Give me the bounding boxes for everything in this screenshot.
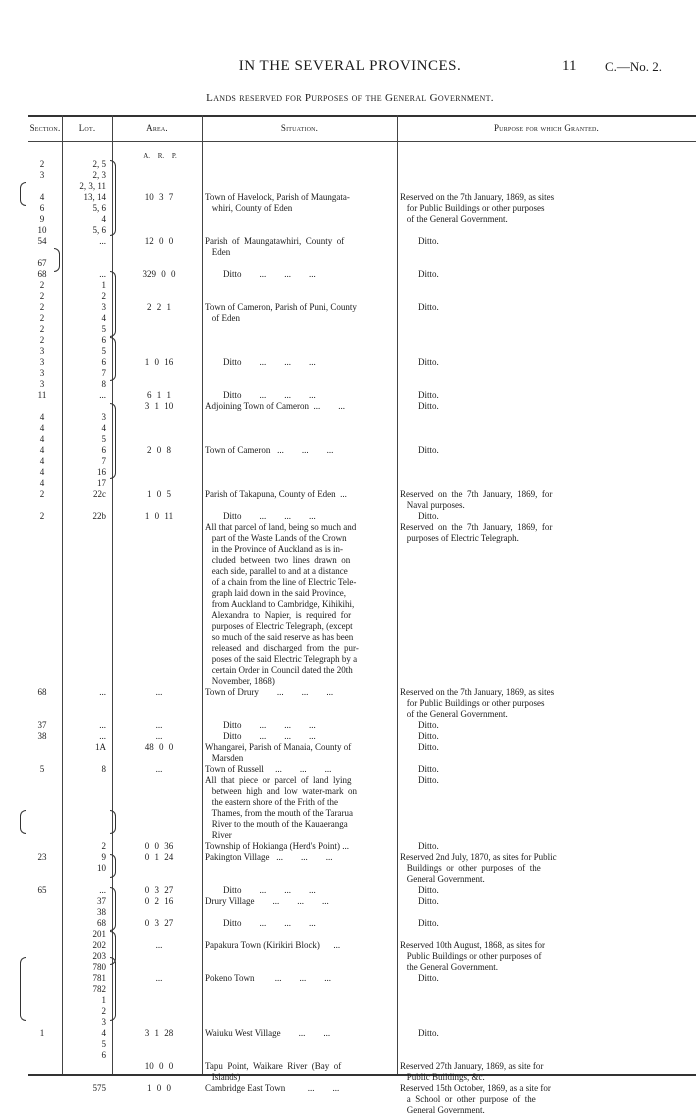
row-11-section: 2 <box>39 280 45 290</box>
row-77-lot: 2 <box>101 1006 106 1016</box>
row-6-lot: 5, 6 <box>92 225 106 235</box>
row-51-section: 37 <box>37 720 47 730</box>
row-32-purpose: Ditto. <box>400 511 439 521</box>
row-79-situation: Waiuku West Village ... ... <box>205 1028 331 1038</box>
row-39-situation: graph laid down in the said Province, <box>205 588 346 598</box>
row-67-area: 0 2 16 <box>144 896 174 906</box>
row-6-section: 10 <box>37 225 47 235</box>
row-10-lot: ... <box>99 269 106 279</box>
row-32-situation: Ditto ... ... ... <box>205 511 316 521</box>
row-74-situation: Pokeno Town ... ... ... <box>205 973 331 983</box>
row-4-lot: 5, 6 <box>92 203 106 213</box>
row-62-lot: 2 <box>101 841 106 851</box>
row-1-lot: 2, 3 <box>92 170 106 180</box>
row-13-section: 2 <box>39 302 45 312</box>
row-25-lot: 5 <box>101 434 106 444</box>
brace-lots-9-10 <box>110 810 116 834</box>
row-60-situation: River to the mouth of the Kauaeranga <box>205 819 348 829</box>
column-header-section: Section. <box>29 123 61 133</box>
row-84-situation: Cambridge East Town ... ... <box>205 1083 340 1093</box>
row-5-purpose: of the General Government. <box>400 214 508 224</box>
row-30-lot: 22c <box>93 489 106 499</box>
row-63-area: 0 1 24 <box>144 852 174 862</box>
row-85-purpose: a School or other purpose of the <box>400 1094 536 1104</box>
brace-waiuku <box>110 957 116 1021</box>
row-69-purpose: Ditto. <box>400 918 439 928</box>
row-66-section: 65 <box>37 885 47 895</box>
row-14-section: 2 <box>39 313 45 323</box>
row-62-area: 0 0 36 <box>144 841 174 851</box>
row-52-purpose: Ditto. <box>400 731 439 741</box>
row-5-section: 9 <box>39 214 45 224</box>
row-32-area: 1 0 11 <box>144 511 174 521</box>
row-72-lot: 203 <box>92 951 106 961</box>
row-7-lot: ... <box>99 236 106 246</box>
row-73-purpose: the General Government. <box>400 962 498 972</box>
row-82-purpose: Reserved 27th January, 1869, as site for <box>400 1061 544 1071</box>
brace-cameron-3 <box>110 403 116 479</box>
row-71-area: ... <box>155 940 163 950</box>
row-30-purpose: Reserved on the 7th January, 1869, for <box>400 489 553 499</box>
row-66-purpose: Ditto. <box>400 885 439 895</box>
header-bottom-rule <box>28 141 696 142</box>
row-21-section: 11 <box>37 390 47 400</box>
row-62-purpose: Ditto. <box>400 841 439 851</box>
row-3-purpose: Reserved on the 7th January, 1869, as sites <box>400 192 555 202</box>
row-79-purpose: Ditto. <box>400 1028 439 1038</box>
row-30-situation: Parish of Takapuna, County of Eden ... <box>205 489 347 499</box>
row-71-lot: 202 <box>92 940 106 950</box>
row-69-area: 0 3 27 <box>144 918 174 928</box>
row-29-section: 4 <box>39 478 45 488</box>
row-62-situation: Township of Hokianga (Herd's Point) ... <box>205 841 349 851</box>
row-22-purpose: Ditto. <box>400 401 439 411</box>
row-34-purpose: purposes of Electric Telegraph. <box>400 533 519 543</box>
row-10-situation: Ditto ... ... ... <box>205 269 316 279</box>
row-64-lot: 10 <box>97 863 106 873</box>
row-53-situation: Whangarei, Parish of Manaia, County of <box>205 742 352 752</box>
row-68-lot: 38 <box>97 907 106 917</box>
column-divider-1 <box>62 115 63 1074</box>
row-12-lot: 2 <box>101 291 106 301</box>
row-10-section: 68 <box>37 269 47 279</box>
row-19-section: 3 <box>39 368 45 378</box>
row-58-situation: the eastern shore of the Frith of the <box>205 797 338 807</box>
row-14-situation: of Eden <box>205 313 240 323</box>
brace-cameron-1 <box>110 271 116 337</box>
row-3-lot: 13, 14 <box>83 192 106 202</box>
row-23-section: 4 <box>39 412 45 422</box>
row-63-purpose: Reserved 2nd July, 1870, as sites for Public <box>400 852 557 862</box>
row-26-section: 4 <box>39 445 45 455</box>
row-61-situation: River <box>205 830 232 840</box>
row-23-lot: 3 <box>101 412 106 422</box>
row-20-section: 3 <box>39 379 45 389</box>
table-top-rule <box>28 115 696 117</box>
row-48-area: ... <box>155 687 163 697</box>
row-7-purpose: Ditto. <box>400 236 439 246</box>
row-78-lot: 3 <box>101 1017 106 1027</box>
row-5-lot: 4 <box>101 214 106 224</box>
row-43-situation: so much of the said reserve as has been <box>205 632 354 642</box>
row-9-section: 67 <box>37 258 47 268</box>
row-26-situation: Town of Cameron ... ... ... <box>205 445 334 455</box>
row-64-purpose: Buildings or other purposes of the <box>400 863 541 873</box>
row-7-area: 12 0 0 <box>144 236 174 246</box>
row-40-situation: from Auckland to Cambridge, Kihikihi, <box>205 599 355 609</box>
page-header <box>0 58 700 82</box>
brace-section-67-68 <box>54 248 60 272</box>
area-units: A. R. P. <box>143 152 177 160</box>
page-number: 11 <box>562 58 577 74</box>
row-74-area: ... <box>155 973 163 983</box>
row-55-situation: Town of Russell ... ... ... <box>205 764 332 774</box>
row-53-purpose: Ditto. <box>400 742 439 752</box>
row-53-area: 48 0 0 <box>144 742 174 752</box>
column-header-area: Area. <box>146 123 168 133</box>
row-59-situation: Thames, from the mouth of the Tararua <box>205 808 353 818</box>
row-49-purpose: for Public Buildings or other purposes <box>400 698 545 708</box>
row-52-lot: ... <box>99 731 106 741</box>
row-3-section: 4 <box>39 192 45 202</box>
row-32-section: 2 <box>39 511 45 521</box>
row-15-lot: 5 <box>101 324 106 334</box>
row-63-situation: Pakington Village ... ... ... <box>205 852 333 862</box>
row-4-purpose: for Public Buildings or other purposes <box>400 203 545 213</box>
row-0-section: 2 <box>39 159 45 169</box>
row-72-purpose: Public Buildings or other purposes of <box>400 951 542 961</box>
row-18-situation: Ditto ... ... ... <box>205 357 316 367</box>
row-51-situation: Ditto ... ... ... <box>205 720 316 730</box>
page-title: IN THE SEVERAL PROVINCES. <box>238 58 462 74</box>
row-21-purpose: Ditto. <box>400 390 439 400</box>
row-74-lot: 781 <box>92 973 106 983</box>
row-51-purpose: Ditto. <box>400 720 439 730</box>
row-80-lot: 5 <box>101 1039 106 1049</box>
row-13-area: 2 2 1 <box>147 302 171 312</box>
row-7-situation: Parish of Maungatawhiri, County of <box>205 236 345 246</box>
row-24-lot: 4 <box>101 423 106 433</box>
row-33-purpose: Reserved on the 7th January, 1869, for <box>400 522 553 532</box>
row-7-section: 54 <box>37 236 47 246</box>
row-0-lot: 2, 5 <box>92 159 106 169</box>
row-21-area: 6 1 1 <box>147 390 171 400</box>
row-84-purpose: Reserved 15th October, 1869, as a site for <box>400 1083 551 1093</box>
row-66-lot: ... <box>99 885 106 895</box>
row-8-situation: Eden <box>205 247 231 257</box>
row-4-situation: whiri, County of Eden <box>205 203 293 213</box>
row-4-section: 6 <box>39 203 45 213</box>
brace-lots-37-38 <box>110 854 116 878</box>
row-2-lot: 2, 3, 11 <box>79 181 106 191</box>
row-79-lot: 4 <box>101 1028 106 1038</box>
row-53-lot: 1A <box>95 742 106 752</box>
row-66-area: 0 3 27 <box>144 885 174 895</box>
row-26-purpose: Ditto. <box>400 445 439 455</box>
row-18-section: 3 <box>39 357 45 367</box>
row-28-section: 4 <box>39 467 45 477</box>
row-26-lot: 6 <box>101 445 106 455</box>
row-45-situation: poses of the said Electric Telegraph by a <box>205 654 358 664</box>
row-56-situation: All that piece or parcel of land lying <box>205 775 352 785</box>
brace-section-23 <box>20 810 26 834</box>
row-83-purpose: Public Buildings, &c. <box>400 1072 485 1082</box>
row-82-area: 10 0 0 <box>144 1061 174 1071</box>
row-30-area: 1 0 5 <box>147 489 171 499</box>
row-30-section: 2 <box>39 489 45 499</box>
row-22-situation: Adjoining Town of Cameron ... ... <box>205 401 345 411</box>
brace-section-4 <box>20 182 26 206</box>
row-50-purpose: of the General Government. <box>400 709 508 719</box>
row-38-situation: of a chain from the line of Electric Tele- <box>205 577 357 587</box>
row-86-purpose: General Government. <box>400 1105 485 1115</box>
row-31-purpose: Naval purposes. <box>400 500 465 510</box>
row-25-section: 4 <box>39 434 45 444</box>
row-55-area: ... <box>155 764 163 774</box>
brace-papakura <box>110 887 116 931</box>
row-24-section: 4 <box>39 423 45 433</box>
row-84-area: 1 0 0 <box>147 1083 171 1093</box>
row-51-area: ... <box>155 720 163 730</box>
row-67-situation: Drury Village ... ... ... <box>205 896 329 906</box>
brace-section-1 <box>20 957 26 1021</box>
row-14-lot: 4 <box>101 313 106 323</box>
row-48-purpose: Reserved on the 7th January, 1869, as sites <box>400 687 555 697</box>
row-33-situation: All that parcel of land, being so much and <box>205 522 357 532</box>
row-52-section: 38 <box>37 731 47 741</box>
row-74-purpose: Ditto. <box>400 973 439 983</box>
row-42-situation: purposes of Electric Telegraph, (except <box>205 621 353 631</box>
row-57-situation: between high and low water-mark on <box>205 786 358 796</box>
row-79-area: 3 1 28 <box>144 1028 174 1038</box>
row-55-purpose: Ditto. <box>400 764 439 774</box>
table-subtitle: Lands reserved for Purposes of the General Government. <box>206 92 494 104</box>
row-37-situation: each side, parallel to and at a distance <box>205 566 348 576</box>
row-65-purpose: General Government. <box>400 874 485 884</box>
row-48-section: 68 <box>37 687 47 697</box>
row-13-situation: Town of Cameron, Parish of Puni, County <box>205 302 357 312</box>
row-28-lot: 16 <box>97 467 106 477</box>
row-13-purpose: Ditto. <box>400 302 439 312</box>
row-35-situation: in the Province of Auckland as is in- <box>205 544 343 554</box>
row-22-area: 3 1 10 <box>144 401 174 411</box>
row-21-situation: Ditto ... ... ... <box>205 390 316 400</box>
row-36-situation: cluded between two lines drawn on <box>205 555 351 565</box>
row-34-situation: part of the Waste Lands of the Crown <box>205 533 347 543</box>
row-69-lot: 68 <box>97 918 106 928</box>
row-54-situation: Marsden <box>205 753 244 763</box>
row-16-lot: 6 <box>101 335 106 345</box>
row-3-area: 10 3 7 <box>144 192 174 202</box>
row-18-purpose: Ditto. <box>400 357 439 367</box>
row-17-lot: 5 <box>101 346 106 356</box>
row-51-lot: ... <box>99 720 106 730</box>
row-1-section: 3 <box>39 170 45 180</box>
row-83-situation: Islands) <box>205 1072 241 1082</box>
column-divider-3 <box>202 115 203 1074</box>
brace-havelock <box>110 160 116 236</box>
row-63-lot: 9 <box>101 852 106 862</box>
row-20-lot: 8 <box>101 379 106 389</box>
row-56-purpose: Ditto. <box>400 775 439 785</box>
row-10-area: 329 0 0 <box>142 269 176 279</box>
row-63-section: 23 <box>37 852 47 862</box>
row-32-lot: 22b <box>92 511 106 521</box>
row-29-lot: 17 <box>97 478 106 488</box>
row-76-lot: 1 <box>101 995 106 1005</box>
row-75-lot: 782 <box>92 984 106 994</box>
row-17-section: 3 <box>39 346 45 356</box>
row-3-situation: Town of Havelock, Parish of Maungata- <box>205 192 350 202</box>
row-18-lot: 6 <box>101 357 106 367</box>
row-46-situation: certain Order in Council dated the 20th <box>205 665 353 675</box>
row-73-lot: 780 <box>92 962 106 972</box>
row-44-situation: released and discharged from the pur- <box>205 643 359 653</box>
row-82-situation: Tapu Point, Waikare River (Bay of <box>205 1061 342 1071</box>
row-10-purpose: Ditto. <box>400 269 439 279</box>
brace-cameron-2 <box>110 337 116 381</box>
row-41-situation: Alexandra to Napier, is required for <box>205 610 352 620</box>
row-27-section: 4 <box>39 456 45 466</box>
row-70-lot: 201 <box>92 929 106 939</box>
row-55-section: 5 <box>39 764 45 774</box>
row-15-section: 2 <box>39 324 45 334</box>
row-47-situation: November, 1868) <box>205 676 275 686</box>
row-67-lot: 37 <box>97 896 106 906</box>
document-reference: C.—No. 2. <box>605 59 663 74</box>
row-81-lot: 6 <box>101 1050 106 1060</box>
row-48-situation: Town of Drury ... ... ... <box>205 687 334 697</box>
row-71-purpose: Reserved 10th August, 1868, as sites for <box>400 940 545 950</box>
row-21-lot: ... <box>99 390 106 400</box>
row-48-lot: ... <box>99 687 106 697</box>
row-16-section: 2 <box>39 335 45 345</box>
row-13-lot: 3 <box>101 302 106 312</box>
row-67-purpose: Ditto. <box>400 896 439 906</box>
row-52-area: ... <box>155 731 163 741</box>
column-divider-4 <box>397 115 398 1074</box>
row-69-situation: Ditto ... ... ... <box>205 918 316 928</box>
row-84-lot: 575 <box>92 1083 106 1093</box>
row-18-area: 1 0 16 <box>144 357 174 367</box>
row-52-situation: Ditto ... ... ... <box>205 731 316 741</box>
column-header-purpose: Purpose for which Granted. <box>493 123 600 133</box>
row-71-situation: Papakura Town (Kirikiri Block) ... <box>205 940 341 950</box>
column-header-situation: Situation. <box>280 123 319 133</box>
row-79-section: 1 <box>39 1028 45 1038</box>
row-12-section: 2 <box>39 291 45 301</box>
row-19-lot: 7 <box>101 368 106 378</box>
row-26-area: 2 0 8 <box>147 445 171 455</box>
row-27-lot: 7 <box>101 456 106 466</box>
column-header-lot: Lot. <box>78 123 96 133</box>
row-11-lot: 1 <box>101 280 106 290</box>
row-66-situation: Ditto ... ... ... <box>205 885 316 895</box>
row-55-lot: 8 <box>101 764 106 774</box>
